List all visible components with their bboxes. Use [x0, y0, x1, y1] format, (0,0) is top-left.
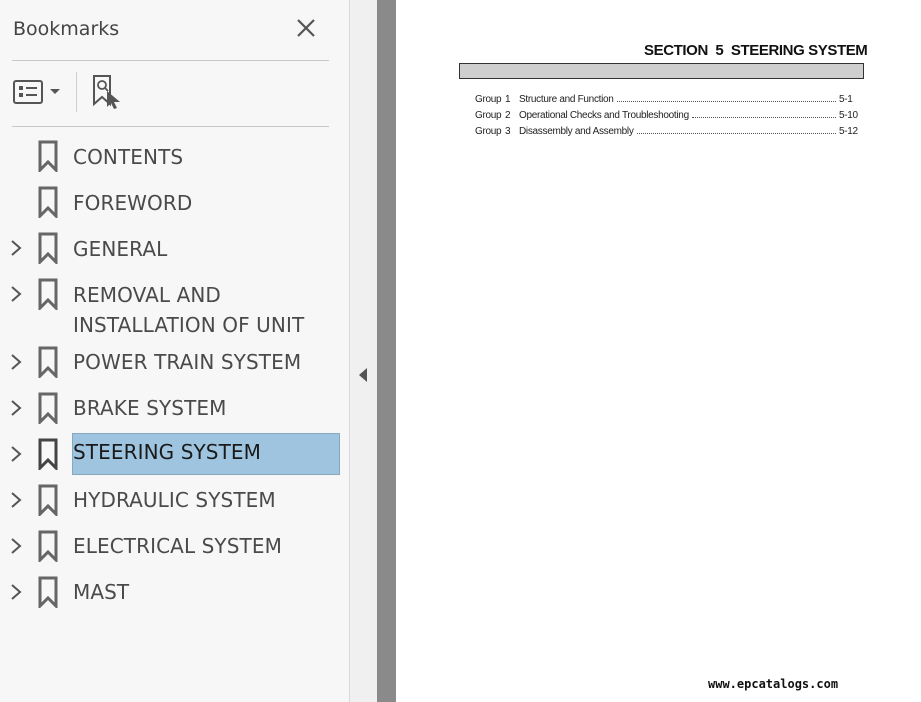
document-page: [396, 0, 921, 702]
toc-group: Group: [475, 94, 502, 105]
bookmark-icon: [37, 576, 59, 608]
close-panel-button[interactable]: [292, 14, 320, 42]
toc-row[interactable]: [475, 126, 859, 142]
close-icon: [292, 14, 320, 42]
find-bookmark-button[interactable]: [90, 74, 126, 110]
bookmark-label[interactable]: MAST: [73, 580, 130, 604]
bookmark-label[interactable]: ELECTRICAL SYSTEM: [73, 534, 282, 558]
toc-page: 5-1: [839, 94, 853, 105]
chevron-right-icon[interactable]: [8, 238, 24, 258]
toc-leader: [637, 133, 836, 134]
bookmark-icon: [37, 186, 59, 218]
bookmark-label-selected[interactable]: STEERING SYSTEM: [72, 433, 340, 475]
bookmark-options-button[interactable]: [12, 78, 64, 106]
bookmark-icon: [37, 140, 59, 172]
bookmark-label[interactable]: CONTENTS: [73, 145, 184, 169]
toc-title: Structure and Function: [519, 94, 614, 105]
bookmark-label-line2[interactable]: INSTALLATION OF UNIT: [73, 313, 305, 337]
bookmark-label[interactable]: FOREWORD: [73, 191, 193, 215]
bookmark-label[interactable]: GENERAL: [73, 237, 168, 261]
list-options-icon: [12, 78, 64, 106]
bookmark-icon: [37, 278, 59, 310]
bookmark-icon: [37, 392, 59, 424]
toc-leader: [617, 101, 836, 102]
chevron-right-icon[interactable]: [8, 536, 24, 556]
toolbar-divider: [12, 126, 329, 127]
toc-number: 3: [505, 126, 511, 137]
section-header-bar: [459, 63, 864, 79]
toc-title: Disassembly and Assembly: [519, 126, 634, 137]
section-title: SECTION 5 STEERING SYSTEM: [644, 42, 868, 59]
chevron-right-icon[interactable]: [8, 352, 24, 372]
bookmark-icon: [37, 438, 59, 470]
toc-row[interactable]: [475, 94, 859, 110]
panel-title: Bookmarks: [13, 18, 120, 40]
chevron-right-icon[interactable]: [8, 444, 24, 464]
bookmark-label[interactable]: HYDRAULIC SYSTEM: [73, 488, 276, 512]
panel-splitter[interactable]: [350, 0, 377, 702]
toc-group: Group: [475, 110, 502, 121]
bookmark-icon: [37, 530, 59, 562]
toc-title: Operational Checks and Troubleshooting: [519, 110, 689, 121]
toc-group: Group: [475, 126, 502, 137]
chevron-right-icon[interactable]: [8, 284, 24, 304]
header-divider: [12, 60, 329, 61]
bookmark-label[interactable]: BRAKE SYSTEM: [73, 396, 227, 420]
toc-row[interactable]: [475, 110, 859, 126]
bookmark-icon: [37, 484, 59, 516]
bookmark-icon: [37, 232, 59, 264]
toc-number: 1: [505, 94, 511, 105]
document-margin-strip: [377, 0, 396, 702]
watermark-text: www.epcatalogs.com: [708, 677, 839, 691]
chevron-right-icon[interactable]: [8, 398, 24, 418]
chevron-right-icon[interactable]: [8, 490, 24, 510]
toc-number: 2: [505, 110, 511, 121]
toc-page: 5-12: [839, 126, 858, 137]
bookmark-label[interactable]: POWER TRAIN SYSTEM: [73, 350, 302, 374]
toc-leader: [692, 117, 836, 118]
table-of-contents: [475, 94, 859, 142]
toc-page: 5-10: [839, 110, 858, 121]
chevron-right-icon[interactable]: [8, 582, 24, 602]
collapse-panel-icon[interactable]: [357, 366, 369, 384]
find-bookmark-icon: [90, 74, 126, 110]
bookmark-label[interactable]: REMOVAL AND: [73, 283, 221, 307]
toolbar-separator: [76, 72, 77, 112]
bookmark-icon: [37, 346, 59, 378]
bookmarks-panel: [0, 0, 350, 702]
